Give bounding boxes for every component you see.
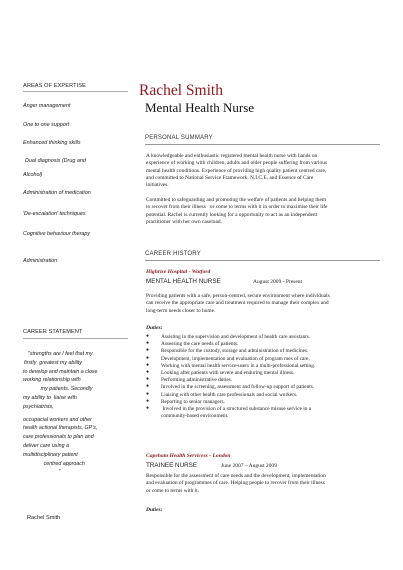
career-statement-heading: CAREER STATEMENT [23,329,83,335]
job-description-line: Responsible for the assessment of care needs and the development, implementation [146,473,326,479]
career-statement-divider [23,338,128,339]
duty-text: Responsible for the custody, storage and administration of medicines. [161,348,309,355]
job-description-line: or come to terms with it. [146,487,199,494]
statement-line: deliver care using a [23,442,69,449]
career-history-heading: CAREER HISTORY [145,251,201,257]
bullet-icon: ● [146,362,150,368]
candidate-name: Rachel Smith [139,82,223,99]
bullet-icon: ● [146,398,150,404]
statement-line: care professionals to plan and [23,434,94,441]
career-statement-text [23,350,98,477]
summary-paragraph-1 [146,153,327,189]
expertise-item: 'De-escalation' techniques [23,211,86,217]
duties-list [146,334,386,420]
expertise-item: Enhanced thinking skills [23,140,81,146]
duties-label: Duties: [146,507,163,513]
job-description [146,473,326,495]
duty-text: Liaising with other health care professionals and social workers. [161,391,298,398]
expertise-item: Dual diagnosis (Drug and [25,158,86,164]
duty-item-continuation [146,413,386,420]
statement-line: psychiatrists, [23,403,54,410]
duty-text: Assisting in the supervision and development of health care assistants. [161,334,311,340]
summary-line: to recover from their illness or come to terms with it in order to maximise their life [146,204,328,211]
job-title: MENTAL HEALTH NURSE [146,278,221,285]
duty-item [146,356,386,363]
duty-text: Involved in the provision of a structured substance misuse service in a [161,406,312,413]
summary-paragraph-2 [146,197,327,226]
duty-item [146,384,386,391]
summary-line: Committed to safeguarding and promoting the welfare of patients and helping them [146,197,327,203]
bullet-icon: ● [146,391,150,397]
job-title: TRAINEE NURSE [146,462,198,469]
statement-line: working relationship with [23,377,81,384]
summary-line: potential. Rachel is currently looking for a opportunity to act as an independent [146,211,318,218]
statement-line: firstly greatest my ability [24,359,82,366]
duty-text: Reporting to senior managers. [161,398,225,405]
statement-line: health actional therapists, GP's, [23,425,98,432]
duty-text: Performing administrative duties. [161,377,233,384]
statement-line: "strengths are I feel that my [28,351,93,357]
career-history-divider [145,260,380,261]
expertise-item: One to one support [23,122,70,128]
job-description-line: and evaluation of programmes of care. Helping people to recover from their illness [146,480,325,487]
expertise-divider [23,91,128,92]
duty-text: Development, implementation and evaluation of program mes of care. [161,355,310,362]
job-dates: June 2007 – August 2009 [221,463,277,469]
bullet-icon: ● [146,355,150,361]
job-employer: Highrise Hospital - Watford [146,269,211,275]
expertise-item: Alcohol) [23,172,43,178]
job-description-line: Providing patients with a safe, person-centred, secure environment where individuals [146,293,330,299]
expertise-item: Anger management [23,103,71,109]
summary-line: mental health conditions. Experience of providing high quality patient centred care, [146,167,327,174]
duty-text: Involved in the screening, assessment and follow-up support of patients. [161,384,315,391]
duty-text: community-based environment. [161,413,229,420]
duties-label: Duties: [146,325,163,331]
duty-item [146,399,386,406]
job-description-line: can receive the appropriate care and treatment required to manage their complex and [146,300,329,307]
expertise-item: Cognitive behaviour therapy [23,231,91,237]
expertise-item: Administration of medication [23,190,91,196]
expertise-heading: AREAS OF EXPERTISE [23,83,86,89]
statement-line: " [23,469,61,476]
summary-divider [145,144,380,145]
expertise-item: Administration [23,258,58,264]
duty-item [146,363,386,370]
signature: Rachel Smith [27,515,61,521]
summary-line: experience of working with children, adults and older people suffering from various [146,160,328,167]
statement-line: multidisciplinary patient [23,451,78,458]
statement-line: my patients. Secondly [23,386,93,393]
statement-line: occupacial workers and other [23,416,92,423]
duty-text: Assessing the care needs of patients. [161,341,239,348]
duty-text: Looking after patients with severe and enduring mental illness. [161,370,295,377]
statement-line: to develop and maintain a close [23,368,98,375]
summary-line: and committed to National Service Framework. N.I.C.E. and Essence of Care [146,174,314,181]
bullet-icon: ● [146,370,150,376]
bullet-icon: ● [146,348,150,354]
statement-line: my ability to liaise with [23,394,77,401]
summary-line: practitioner with her own caseload. [146,218,222,225]
duty-item [146,348,386,355]
summary-line: initiatives. [146,182,169,189]
job-description-line: long-term needs closer to home. [146,307,216,314]
bullet-icon: ● [146,334,150,339]
job-description [146,293,330,315]
candidate-role: Mental Health Nurse [145,100,255,115]
job-dates: August 2009 - Present [253,279,303,285]
summary-line: A knowledgeable and enthusiastic registered mental health nurse with hands on [146,153,318,159]
statement-line: centred approach [23,460,85,467]
job-employer: Capeham Health Servicess - London [146,453,231,459]
summary-heading: PERSONAL SUMMARY [145,135,213,141]
duty-item [146,392,386,399]
bullet-icon: ● [146,406,150,412]
duty-item [146,406,386,413]
bullet-icon: ● [146,384,150,390]
bullet-icon: ● [146,341,150,347]
bullet-icon: ● [146,377,150,383]
duty-text: Working with mental health service-users in a multi-professional setting. [161,362,316,369]
